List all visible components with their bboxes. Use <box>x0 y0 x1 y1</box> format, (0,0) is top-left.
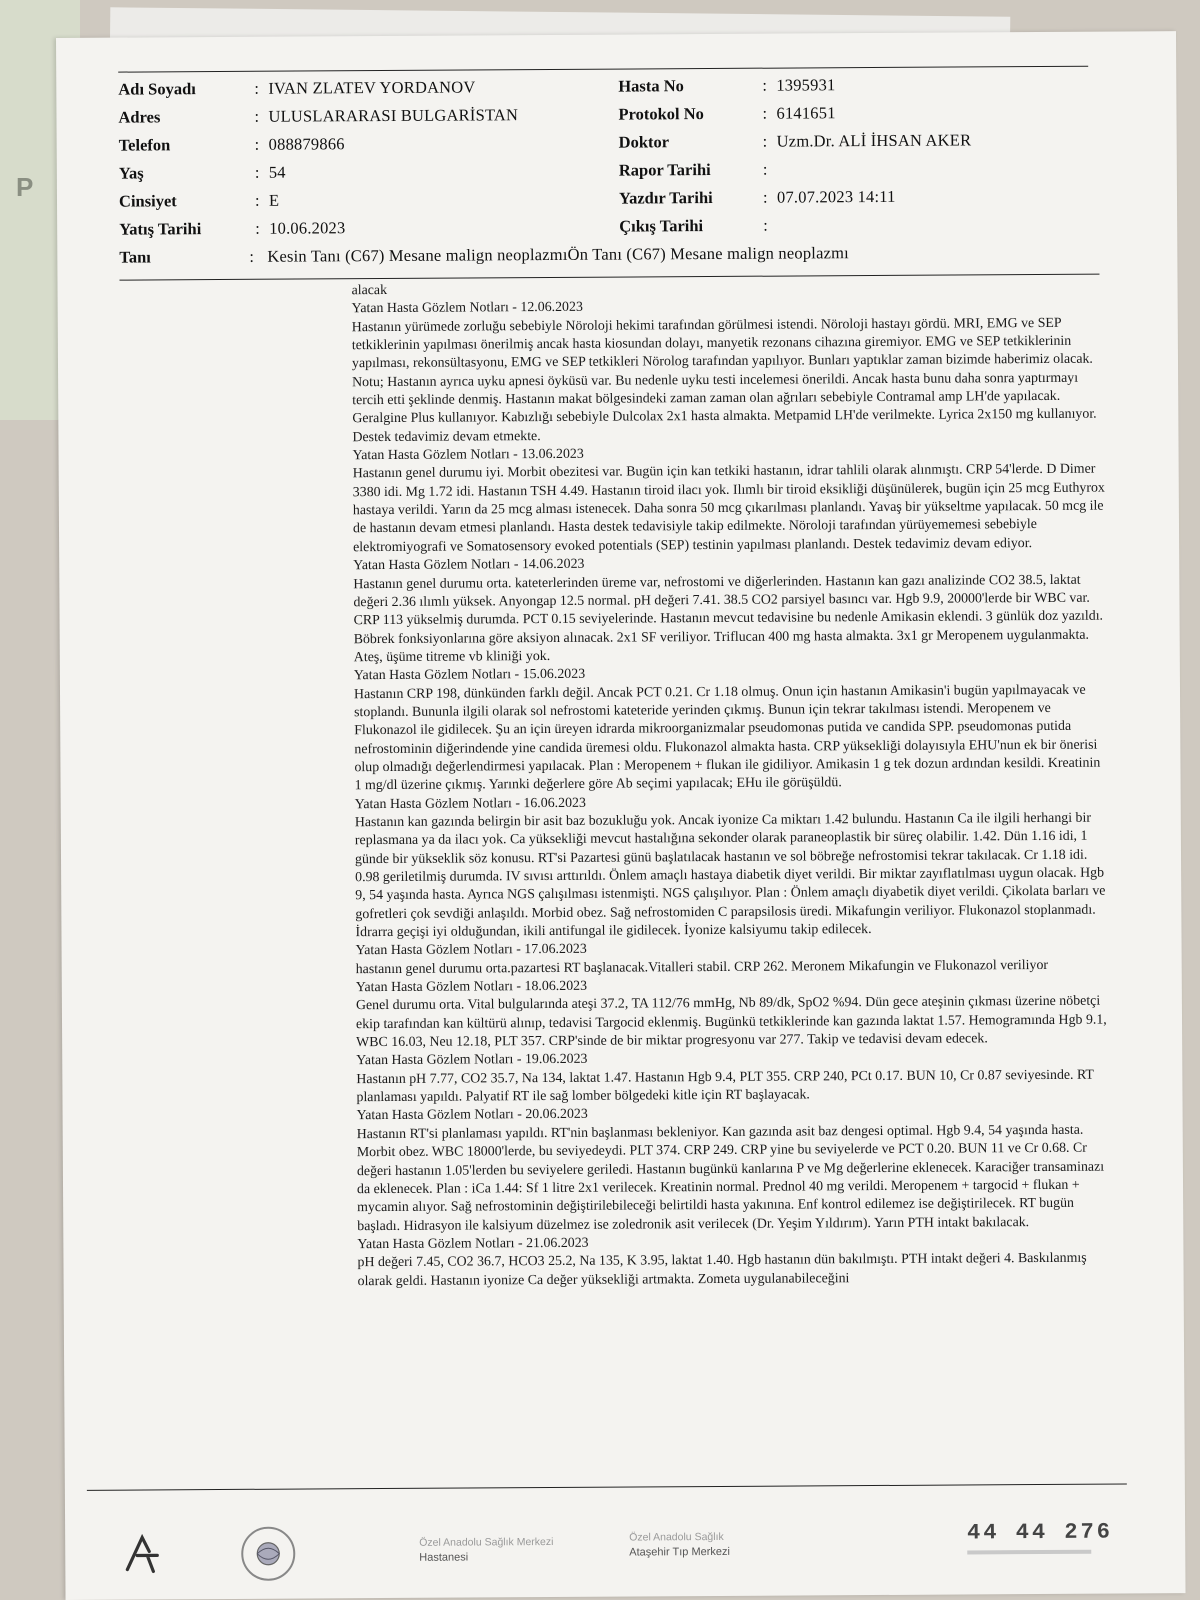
field-value: Uzm.Dr. ALİ İHSAN AKER <box>776 130 972 151</box>
note-body: Hastanın yürümede zorluğu sebebiyle Nöroloji hekimi tarafından görülmesi istendi. Nöroloji hastayı gördü. MRI, EMG ve SEP tetkiklerinin yapılması önerilmiş ancak hasta kiosundan dolayı, manyetik rezonans cihazına giremiyor. EMG ve SEP tetkiklerinin yapılması, rekonsültasyonu, EMG ve SEP tetkikleri Nörolog tarafından yapılıyor. Bunları yaptıklar zaman bizimde haberimiz olacak. Notu; Hastanın ayrıca uyku apnesi öyküsü var. Bu nedenle uyku testi incelemesi önerildi. Ancak hasta bunu daha sonra yaptırmayı tercih etti şeklinde denmiş. Hastanın makat bölgesindeki zaman zaman olan ağrıları sebebiyle Contramal amp LH'de yapılacak. Geralgine Plus kullanıyor. Kabızlığı sebebiyle Dulcolax 2x1 hasta almakta. Metpamid LH'de verilmekte. Lyrica 2x150 mg kullanıyor. Destek tedavimiz devam etmekte. <box>351 315 1097 445</box>
note-title: Yatan Hasta Gözlem Notları - 16.06.2023 <box>354 795 586 812</box>
field-colon: : <box>254 134 260 154</box>
field-colon: : <box>762 103 768 123</box>
note-body: hastanın genel durumu orta.pazartesi RT başlanacak.Vitalleri stabil. CRP 262. Meronem Mikafungin ve Flukonazol veriliyor <box>355 957 1049 977</box>
field-value: 07.07.2023 14:11 <box>776 186 896 207</box>
note-body: pH değeri 7.45, CO2 36.7, HCO3 25.2, Na 135, K 3.95, laktat 1.40. Hgb hastanın dün bakılmıştı. PTH intakt değeri 4. Baskılanmış olarak geldi. Hastanın iyonize Ca değer yüksekliği artmakta. Zometa uygulanabileceğini <box>357 1250 1087 1289</box>
field-label: Tanı <box>119 247 151 267</box>
field-label: Cinsiyet <box>118 191 177 211</box>
footer-line: Özel Anadolu Sağlık <box>629 1530 724 1544</box>
footer-line: Ataşehir Tıp Merkezi <box>629 1545 730 1559</box>
note-title: Yatan Hasta Gözlem Notları - 14.06.2023 <box>353 556 585 574</box>
field-colon: : <box>762 131 768 151</box>
top-divider <box>118 66 1088 73</box>
field-label: Yatış Tarihi <box>119 219 202 239</box>
note-title: Yatan Hasta Gözlem Notları - 19.06.2023 <box>356 1052 588 1069</box>
field-colon: : <box>762 75 767 95</box>
field-value: 10.06.2023 <box>269 218 346 238</box>
footer-phone-underline <box>967 1550 1091 1555</box>
field-label: Protokol No <box>618 104 704 124</box>
footer-line: Özel Anadolu Sağlık Merkezi <box>419 1535 554 1549</box>
note-body: Hastanın kan gazında belirgin bir asit baz bozukluğu yok. Ancak iyonize Ca miktarı 1.42 bulundu. Hastanın Ca ile ilgili herhangi bir replasmana ya da ilacı yok. Ca yüksekliği mevcut hastalığına sekonder olarak paraneoplastik bir süreç olabilir. 1.42. Dün 1.16 idi, 1 günde bir yükseklik söz konusu. RT'si Pazartesi günü başlatılacak hastanın ve sol böbreğe nefrostomisi tekrar takılacak. Cr 1.18 idi. 0.98 geriletilmiş durumda. IV sıvısı arttırıldı. Önlem amaçlı hastaya diabetik diyet verildi. Bir miktar zayıflatılması uygun olacak. Hgb 9, 54 yaşında hasta. Ayrıca NGS çalışılması istenmişti. NGS çalışılıyor. Plan : Önlem amaçlı diyabetik diyet verildi. Çikolata barları ve gofretleri çok sevdiği anlaşıldı. Morbid obez. Sağ nefrostomiden C parapsilosis üredi. Mikafungin veriliyor. Flukonazol stoplanmadı. İdrarra geçişi iyi olduğundan, ikili antifungal ile gidilecek. İyonize kalsiyumu takip edilecek. <box>354 810 1106 941</box>
field-label: Rapor Tarihi <box>618 160 711 180</box>
field-value: 54 <box>268 162 286 182</box>
note-title: Yatan Hasta Gözlem Notları - 12.06.2023 <box>351 300 583 317</box>
footer-phone: 44 44 276 <box>967 1519 1114 1546</box>
report-sheet <box>56 31 1186 1600</box>
field-label: Doktor <box>618 132 670 152</box>
diagnosis-value: Kesin Tanı (C67) Mesane malign neoplazmıÖn Tanı (C67) Mesane malign neoplazmı <box>267 243 849 266</box>
field-colon: : <box>254 162 260 182</box>
note-title: Yatan Hasta Gözlem Notları - 18.06.2023 <box>355 978 588 996</box>
field-value: 6141651 <box>776 103 836 123</box>
accreditation-seal-icon <box>237 1523 299 1585</box>
field-value: IVAN ZLATEV YORDANOV <box>268 77 476 98</box>
footer <box>87 1493 1128 1589</box>
footer-right-text <box>629 1530 730 1561</box>
field-label: Telefon <box>118 135 171 155</box>
patient-header <box>118 74 1099 276</box>
note-body: Hastanın genel durumu iyi. Morbit obezitesi var. Bugün için kan tetkiki hastanın, idrar tahlili olarak alınmıştı. CRP 54'lerde. D Dimer 3380 idi. Mg 1.72 idi. Hastanın TSH 4.49. Hastanın tiroid ilacı yok. Ilımlı bir tiroid eksikliği düşünülerek, bugün için 25 mcg Euthyrox hastaya verildi. Yarın da 25 mcg alması istenecek. Daha sonra 50 mcg çıkarılması planlandı. Yavaş bir yükseltme yapılacak. 50 mcg ile de hastanın devam etmesi planlandı. Hasta destek tedavisiyle takip edilmekte. Nöroloji tarafından yürüyememesi sebebiyle elektromiyografi ve Somatosensory evoked potentials (SEP) testinin yapılması planlandı. Destek tedavimiz devam ediyor. <box>352 462 1105 556</box>
field-colon: : <box>249 246 254 266</box>
note-title: Yatan Hasta Gözlem Notları - 13.06.2023 <box>352 446 584 464</box>
field-colon: : <box>762 159 768 179</box>
footer-divider <box>87 1483 1127 1490</box>
note-title: Yatan Hasta Gözlem Notları - 21.06.2023 <box>357 1235 589 1253</box>
footer-left-text <box>419 1535 553 1566</box>
note-body: Genel durumu orta. Vital bulgularında ateşi 37.2, TA 112/76 mmHg, Nb 89/dk, SpO2 %94. Dün gece ateşinin çıkması üzerine nöbetçi ekip tarafından kan kültürü alınıp, tedavisi Targocid eklenmiş. Bugünkü tetkiklerinde kan gazında laktat 1.57. Hemogramında Hgb 9.1, WBC 16.03, Neu 12.18, PLT 357. CRP'sinde de bir miktar progresyonu var 277. Takip ve tedavisi devam edecek. <box>355 994 1107 1051</box>
field-label: Yaş <box>118 163 144 183</box>
field-label: Çıkış Tarihi <box>619 216 704 236</box>
field-colon: : <box>255 218 260 238</box>
note-body: Hastanın pH 7.77, CO2 35.7, Na 134, laktat 1.47. Hastanın Hgb 9.4, PLT 355. CRP 240, PCt 0.17. BUN 10, Cr 0.87 seviyesinde. RT planlaması yapıldı. Palyatif RT ile sağ lomber bölgedeki kitle için RT başlayacak. <box>356 1067 1094 1106</box>
field-value: 088879866 <box>268 134 345 154</box>
observation-notes <box>351 278 1111 1291</box>
field-colon: : <box>254 106 260 126</box>
note-body: Hastanın CRP 198, dünkünden farklı değil. Ancak PCT 0.21. Cr 1.18 olmuş. Onun için hastanın Amikasin'i bugün yapılmayacak ve stoplandı. Bununla ilgili olarak sol nefrostomi kateteride yerinden çıkmış. Bunun için tekrar takılması istendi. Meropenem ve Flukonazol ile gidilecek. Şu an için üreyen idrarda mikroorganizmalar pseudomonas putida ve candida SPP. pseudomonas putida nefrostominin diğerindende yine candida üremesi oldu. Flukonazol almakta hasta. CRP yüksekliği dolayısıyla EHU'nun ek bir önerisi olup olmadığı değerlendirmesi yapılacak. Plan : Meropenem + flukan ile gidiliyor. Amikasin 1 g tek dozun ardından kesildi. Kreatinin 1 mg/dl üzerine çıkmış. Yarınki değerlere göre Ab seçimi yapılacak; EHu ile görüşüldü. <box>353 682 1101 794</box>
field-label: Yazdır Tarihi <box>618 187 713 208</box>
field-label: Adres <box>118 107 161 127</box>
field-label: Hasta No <box>618 76 684 96</box>
field-value: 1395931 <box>776 75 836 95</box>
field-colon: : <box>254 78 259 98</box>
field-label: Adı Soyadı <box>118 79 196 99</box>
footer-line: Hastanesi <box>419 1551 469 1564</box>
field-colon: : <box>254 190 260 210</box>
field-value: E <box>268 190 280 210</box>
field-value: ULUSLARARASI BULGARİSTAN <box>268 105 519 126</box>
note-body: Hastanın RT'si planlaması yapıldı. RT'nin başlanması bekleniyor. Kan gazında asit baz dengesi optimal. Hgb 9.4, 54 yaşında hasta. Morbit obez. WBC 18000'lerde, bu seviyedeydi. PLT 374. CRP 249. CRP yine bu seviyelerde ve PCT 0.20. BUN 11 ve Cr 0.68. Cr değeri hastanın 1.05'lerden bu seviyelere geriledi. Hastanın bugünkü kanlarına P ve Mg değerlerine eklenecek. Karaciğer transaminazı da eklenecek. Plan : iCa 1.44: Sf 1 litre 2x1 verilecek. Kreatinin normal. Prednol 40 mg verildi. Meropenem + targocid + flukan + mycamin alıyor. Sağ nefrostominin değiştirilebileceği belirtildi hasta yakınına. Enf kontrol edilemez ise değiştirilecek. RT bugün başladı. Hidrasyon ile kalsiyum düzelmez ise zoledronik asit verilecek (Dr. Yeşim Yıldırım). Yarın PTH intakt bakılacak. <box>356 1122 1105 1234</box>
background-paper-mark: P <box>16 172 34 202</box>
note-title: Yatan Hasta Gözlem Notları - 15.06.2023 <box>353 666 586 684</box>
note-body: alacak <box>351 282 388 299</box>
field-colon: : <box>763 215 768 235</box>
hospital-logo-icon <box>117 1529 167 1579</box>
note-title: Yatan Hasta Gözlem Notları - 20.06.2023 <box>356 1107 588 1124</box>
field-colon: : <box>762 187 768 207</box>
note-title: Yatan Hasta Gözlem Notları - 17.06.2023 <box>355 942 587 959</box>
note-body: Hastanın genel durumu orta. kateterlerinden üreme var, nefrostomi ve diğerlerinden. Hastanın kan gazı analizinde CO2 38.5, laktat değeri 2.36 ılımlı yüksek. Anyongap 12.5 normal. pH değeri 7.41. 38.5 CO2 parsiyel basıncı var. Hgb 9.9, 20000'lerde bir WBC var. CRP 113 yükselmiş durumda. PCT 0.15 seviyelerinde. Hastanın mevcut tedavisine bu nedenle Amikasin eklendi. 3 günlük doz yazıldı. Böbrek fonksiyonlarına göre aksiyon alınacak. 2x1 SF veriliyor. Triflucan 400 mg hasta almakta. 3x1 gr Meropenem uygulanmakta. Ateş, üşüme titreme vb kliniği yok. <box>353 572 1104 666</box>
